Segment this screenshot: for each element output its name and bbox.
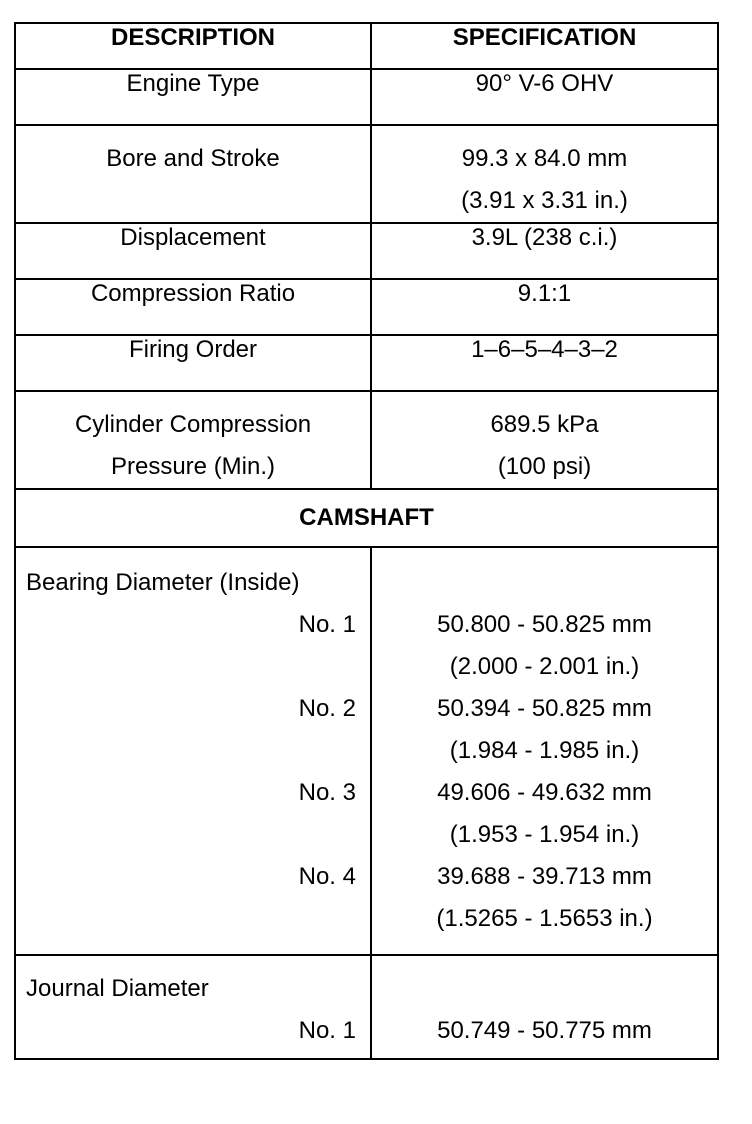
bearing-2-mm: 50.394 - 50.825 mm [437, 695, 652, 722]
bearing-3-mm: 49.606 - 49.632 mm [437, 779, 652, 806]
cylinder-compression-label-1: Cylinder Compression [74, 411, 312, 438]
journal-diameter-label: Journal Diameter [26, 975, 209, 1002]
cylinder-compression-psi: (100 psi) [497, 453, 592, 480]
bearing-3-in: (1.953 - 1.954 in.) [449, 821, 640, 848]
journal-1-mm: 50.749 - 50.775 mm [437, 1017, 652, 1044]
compression-ratio-label: Compression Ratio [15, 279, 371, 335]
bore-stroke-mm: 99.3 x 84.0 mm [461, 145, 628, 172]
bore-stroke-value-cell [371, 125, 718, 223]
bearing-no-2: No. 2 [298, 695, 356, 722]
firing-order-label: Firing Order [15, 335, 371, 391]
table-row [15, 125, 718, 223]
bearing-no-1: No. 1 [298, 611, 356, 638]
bearing-no-3: No. 3 [298, 779, 356, 806]
journal-diameter-value-cell [371, 955, 718, 1059]
cylinder-compression-label-2: Pressure (Min.) [110, 453, 276, 480]
bearing-no-4: No. 4 [298, 863, 356, 890]
displacement-value: 3.9L (238 c.i.) [371, 223, 718, 279]
header-specification: SPECIFICATION [371, 23, 718, 69]
table-row [15, 335, 718, 391]
header-description: DESCRIPTION [15, 23, 371, 69]
specification-table [14, 22, 719, 1060]
table-row [15, 955, 718, 1059]
bore-stroke-label: Bore and Stroke [106, 145, 280, 172]
cylinder-compression-value-cell [371, 391, 718, 489]
bearing-diameter-label-cell [15, 547, 371, 955]
engine-type-label: Engine Type [15, 69, 371, 125]
cylinder-compression-kpa: 689.5 kPa [490, 411, 599, 438]
displacement-label: Displacement [15, 223, 371, 279]
bearing-diameter-label: Bearing Diameter (Inside) [26, 569, 300, 596]
engine-type-value: 90° V-6 OHV [371, 69, 718, 125]
camshaft-title: CAMSHAFT [15, 489, 718, 547]
bearing-2-in: (1.984 - 1.985 in.) [449, 737, 640, 764]
firing-order-value: 1–6–5–4–3–2 [371, 335, 718, 391]
bore-stroke-in: (3.91 x 3.31 in.) [461, 187, 628, 214]
bearing-1-in: (2.000 - 2.001 in.) [449, 653, 640, 680]
table-row [15, 391, 718, 489]
bearing-4-mm: 39.688 - 39.713 mm [437, 863, 652, 890]
compression-ratio-value: 9.1:1 [371, 279, 718, 335]
bearing-4-in: (1.5265 - 1.5653 in.) [436, 905, 653, 932]
journal-diameter-label-cell [15, 955, 371, 1059]
bearing-1-mm: 50.800 - 50.825 mm [437, 611, 652, 638]
cylinder-compression-label-cell [15, 391, 371, 489]
table-row [15, 223, 718, 279]
table-row [15, 69, 718, 125]
table-row [15, 547, 718, 955]
table-row [15, 279, 718, 335]
bearing-diameter-value-cell [371, 547, 718, 955]
bore-stroke-label-cell [15, 125, 371, 223]
camshaft-section-row [15, 489, 718, 547]
journal-no-1: No. 1 [298, 1017, 356, 1044]
table-header-row [15, 23, 718, 69]
